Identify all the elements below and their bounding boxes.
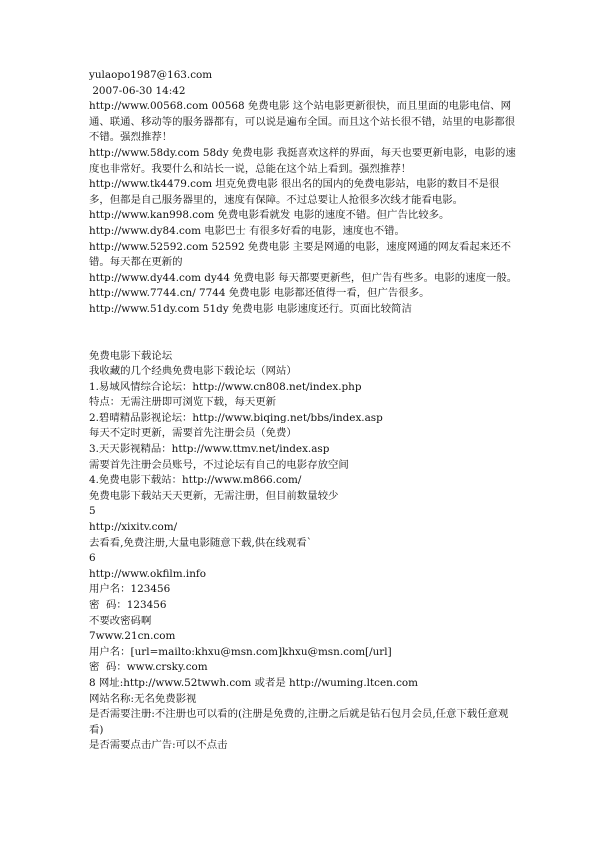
forums-line: http://www.okfilm.info: [89, 567, 207, 580]
forums-line: 去看看,免费注册,大量电影随意下载,供在线观看`: [89, 536, 312, 549]
forums-line: http://xixitv.com/: [89, 521, 178, 534]
forums-line: 网站名称:无名免费影视: [89, 692, 197, 705]
sites-line: yulaopo1987@163.com: [89, 69, 213, 81]
forums-line: 特点：无需注册即可浏览下载，每天更新: [89, 396, 277, 409]
movie-sites-section: [89, 68, 519, 318]
forums-line: 密 码：123456: [89, 599, 167, 611]
sites-line: http://www.7744.cn/ 7744 免费电影 电影都还值得一看，但广告很多。: [89, 287, 430, 300]
forums-line: 是否需要注册:不注册也可以看的(注册是免费的,注册之后就是钻石包月会员,任意下载任意观看): [89, 708, 509, 736]
forums-line: 8 网址:http://www.52twwh.com 或者是 http://wuming.ltcen.com: [89, 676, 419, 689]
forums-line: 4.免费电影下载站：http://www.m866.com/: [89, 474, 302, 487]
forums-line: 用户名：123456: [89, 583, 171, 596]
forums-line: 6: [89, 552, 96, 565]
forums-line: 是否需要点击广告:可以不点击: [89, 739, 228, 752]
forums-line: 免费电影下载论坛: [89, 349, 173, 362]
sites-line: 2007-06-30 14:42: [89, 84, 186, 97]
section-gap: [89, 318, 519, 349]
sites-line: http://www.51dy.com 51dy 免费电影 电影速度还行。页面比较简洁: [89, 302, 412, 315]
forums-line: 7www.21cn.com: [89, 630, 176, 643]
forums-line: 5: [89, 505, 96, 518]
forums-line: 用户名：[url=mailto:khxu@msn.com]khxu@msn.com[/url]: [89, 645, 392, 658]
sites-line: http://www.tk4479.com 坦克免费电影 很出名的国内的免费电影站，电影的数目不是很多，但都是自己服务器里的，速度有保障。不过总要让人抢很多次线才能看电影。: [89, 178, 500, 206]
sites-line: http://www.58dy.com 58dy 免费电影 我挺喜欢这样的界面，每天也要更新电影，电影的速度也非常好。我要什么和站长一说，总能在这个站上看到。强烈推荐！: [89, 146, 516, 175]
forums-line: 1.易域风情综合论坛：http://www.cn808.net/index.php: [89, 380, 362, 393]
sites-line: http://www.00568.com 00568 免费电影 这个站电影更新很快，而且里面的电影电信、网通、联通、移动等的服务器都有，可以说是遍布全国。而且这个站长很不错，站里的电影都很不错。强烈推荐！: [89, 100, 516, 144]
forums-line: 每天不定时更新，需要首先注册会员（免费）: [89, 427, 297, 440]
forums-line: 免费电影下载站天天更新，无需注册，但目前数量较少: [89, 489, 339, 502]
sites-line: http://www.dy44.com dy44 免费电影 每天都要更新些，但广告有些多。电影的速度一般。: [89, 271, 518, 284]
forums-line: 密 码：www.crsky.com: [89, 661, 208, 674]
sites-line: http://www.dy84.com 电影巴士 有很多好看的电影，速度也不错。: [89, 224, 405, 237]
sites-line: http://www.52592.com 52592 免费电影 主要是网通的电影，速度网通的网友看起来还不错。每天都在更新的: [89, 240, 511, 269]
forums-line: 我收藏的几个经典免费电影下载论坛（网站）: [89, 365, 297, 378]
document-page: [89, 68, 519, 754]
forums-line: 不要改密码啊: [89, 614, 152, 627]
download-forums-section: [89, 349, 519, 754]
sites-line: http://www.kan998.com 免费电影看就发 电影的速度不错。但广告比较多。: [89, 209, 450, 222]
forums-line: 3.天天影视精品：http://www.ttmv.net/index.asp: [89, 443, 330, 456]
forums-line: 需要首先注册会员账号，不过论坛有自己的电影存放空间: [89, 458, 349, 471]
forums-line: 2.碧晴精品影视论坛：http://www.biqing.net/bbs/index.asp: [89, 411, 383, 424]
